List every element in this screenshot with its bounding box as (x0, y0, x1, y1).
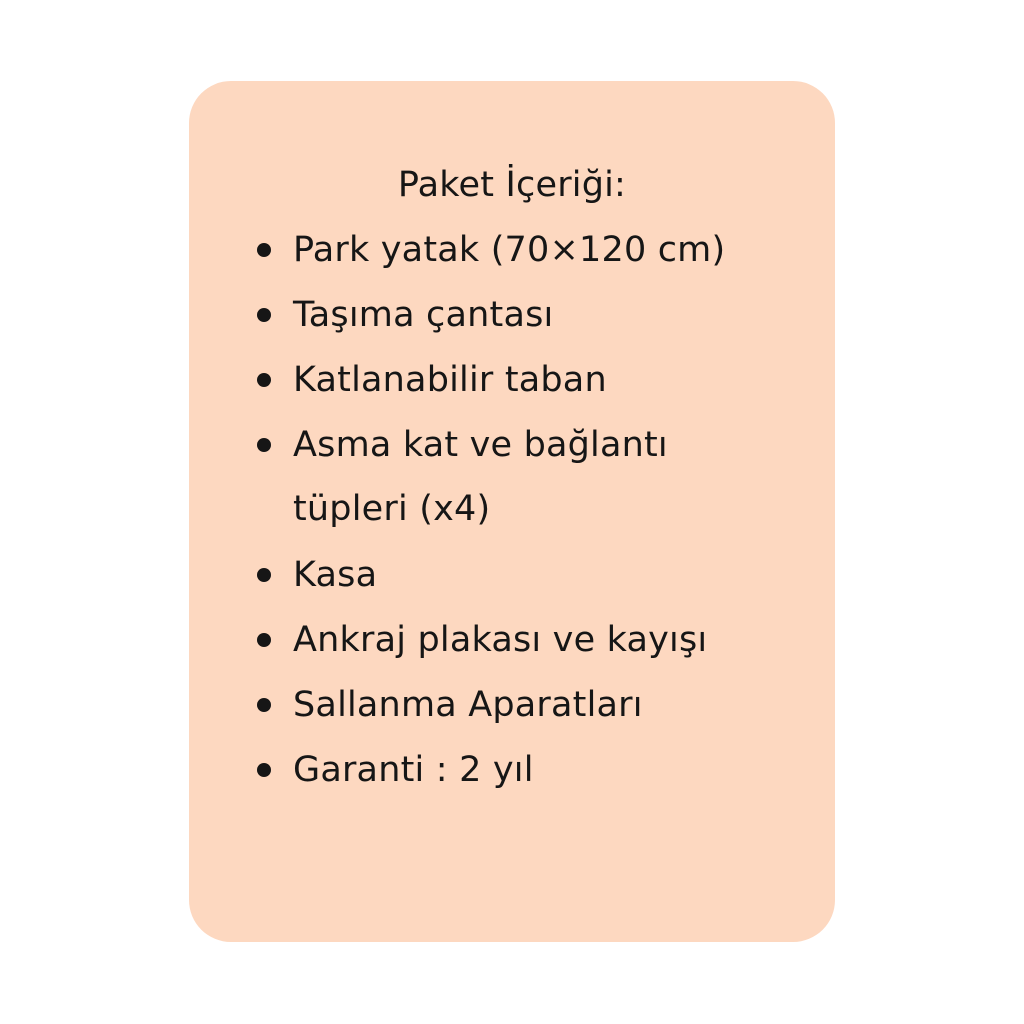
list-item-text: Sallanma Aparatları (293, 685, 643, 725)
bullet-icon (257, 698, 271, 712)
info-card (189, 81, 835, 942)
list-item (293, 608, 813, 672)
bullet-icon (257, 308, 271, 322)
list-item-text: Park yatak (70×120 cm) (293, 230, 726, 270)
list-item (293, 218, 813, 282)
card-title: Paket İçeriği: (397, 165, 627, 205)
list-item (293, 543, 813, 607)
list-item-text: Garanti : 2 yıl (293, 750, 534, 790)
bullet-icon (257, 373, 271, 387)
list-item (293, 738, 813, 802)
list-item-text: Ankraj plakası ve kayışı (293, 620, 708, 660)
bullet-icon (257, 633, 271, 647)
bullet-icon (257, 763, 271, 777)
bullet-icon (257, 243, 271, 257)
bullet-icon (257, 438, 271, 452)
list-item (293, 413, 763, 541)
bullet-icon (257, 568, 271, 582)
list-item (293, 283, 813, 347)
list-item-text: Katlanabilir taban (293, 360, 607, 400)
list-item-text: Taşıma çantası (293, 295, 554, 335)
list-item-text: Kasa (293, 555, 378, 595)
list-item (293, 348, 813, 412)
list-item (293, 673, 813, 737)
list-item-text: Asma kat ve bağlantı tüpleri (x4) (293, 425, 668, 529)
